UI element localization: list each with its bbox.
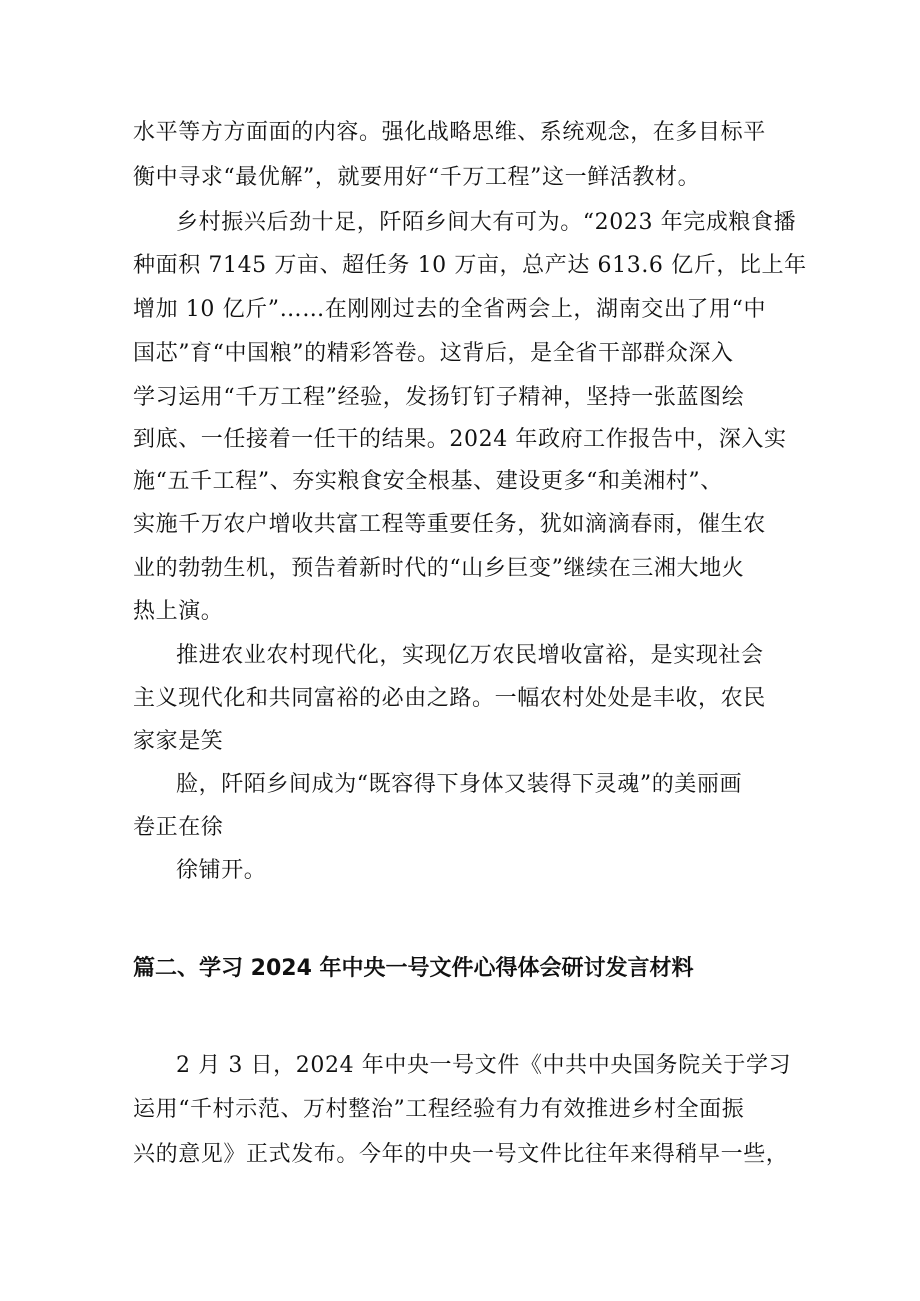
text-line: 运用“千村示范、万村整治”工程经验有力有效推进乡村全面振 (133, 1097, 745, 1122)
text-line: 乡村振兴后劲十足，阡陌乡间大有可为。“2023 年完成粮食播 (176, 210, 797, 235)
text-line: 国芯”育“中国粮”的精彩答卷。这背后，是全省干部群众深入 (133, 341, 734, 366)
text-line: 到底、一任接着一任干的结果。2024 年政府工作报告中，深入实 (133, 427, 787, 452)
text-line: 衡中寻求“最优解”，就要用好“千万工程”这一鲜活教材。 (133, 165, 701, 190)
text-line: 学习运用“千万工程”经验，发扬钉钉子精神，坚持一张蓝图绘 (133, 385, 745, 410)
text-line: 业的勃勃生机，预告着新时代的“山乡巨变”继续在三湘大地火 (133, 556, 745, 581)
text-line: 增加 10 亿斤”……在刚刚过去的全省两会上，湖南交出了用“中 (133, 297, 767, 322)
text-line: 种面积 7145 万亩、超任务 10 万亩，总产达 613.6 亿斤，比上年 (133, 253, 807, 278)
text-line: 兴的意见》正式发布。今年的中央一号文件比往年来得稍早一些， (133, 1142, 789, 1167)
text-line: 推进农业农村现代化，实现亿万农民增收富裕，是实现社会 (176, 643, 764, 668)
section-heading: 篇二、学习 2024 年中央一号文件心得体会研讨发言材料 (133, 956, 694, 981)
text-line: 热上演。 (133, 599, 224, 624)
text-line: 卷正在徐 (133, 815, 224, 840)
text-line: 家家是笑 (133, 729, 224, 754)
text-line: 主义现代化和共同富裕的必由之路。一幅农村处处是丰收，农民 (133, 686, 766, 711)
text-line: 徐铺开。 (176, 858, 267, 883)
text-line: 实施千万农户增收共富工程等重要任务，犹如滴滴春雨，催生农 (133, 512, 766, 537)
text-line: 施“五千工程”、夯实粮食安全根基、建设更多“和美湘村”、 (133, 469, 723, 494)
text-line: 脸，阡陌乡间成为“既容得下身体又装得下灵魂”的美丽画 (176, 772, 743, 797)
text-line: 水平等方方面面的内容。强化战略思维、系统观念，在多目标平 (133, 120, 766, 145)
text-line: 2 月 3 日，2024 年中央一号文件《中共中央国务院关于学习 (176, 1053, 792, 1078)
